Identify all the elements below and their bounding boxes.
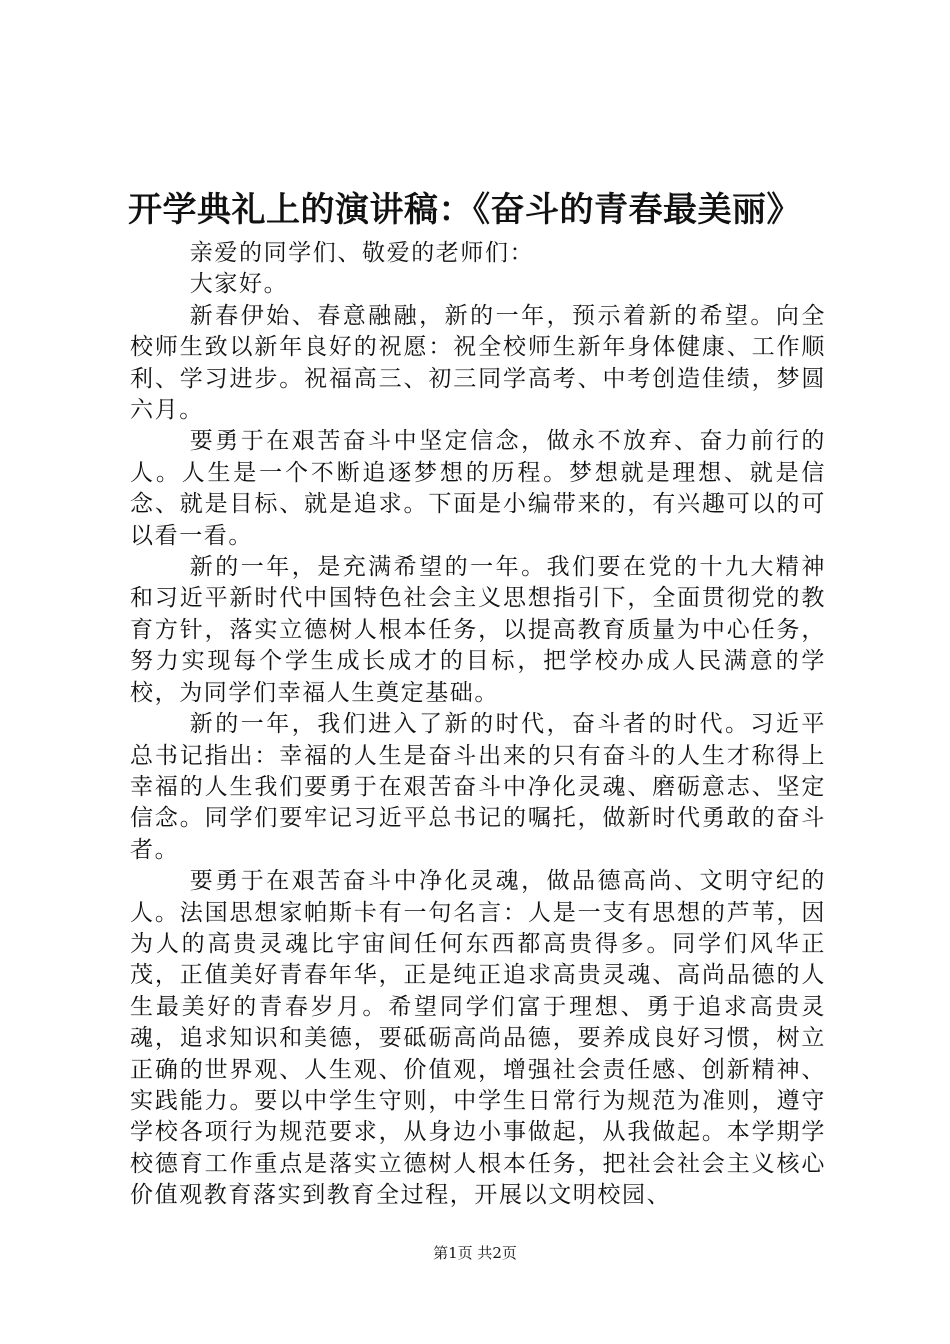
greeting-paragraph: 亲爱的同学们、敬爱的老师们：	[189, 240, 535, 266]
page-number-footer: 第1页 共2页	[433, 1244, 517, 1262]
body-paragraph: 要勇于在艰苦奋斗中坚定信念，做永不放弃、奋力前行的人。人生是一个不断追逐梦想的历程。梦想就是理想、就是信念、就是目标、就是追求。下面是小编带来的，有兴趣可以的可以看一看。	[130, 428, 826, 549]
body-paragraph: 新春伊始、春意融融，新的一年，预示着新的希望。向全校师生致以新年良好的祝愿：祝全校师生新年身体健康、工作顺利、学习进步。祝福高三、初三同学高考、中考创造佳绩，梦圆六月。	[130, 302, 826, 424]
document-body	[130, 238, 826, 1212]
body-paragraph: 要勇于在艰苦奋斗中净化灵魂，做品德高尚、文明守纪的人。法国思想家帕斯卡有一句名言：人是一支有思想的芦苇，因为人的高贵灵魂比宇宙间任何东西都高贵得多。同学们风华正茂，正值美好青春年华，正是纯正追求高贵灵魂、高尚品德的人生最美好的青春岁月。希望同学们富于理想、勇于追求高贵灵魂，追求知识和美德，要砥砺高尚品德，要养成良好习惯，树立正确的世界观、人生观、价值观，增强社会责任感、创新精神、实践能力。要以中学生守则，中学生日常行为规范为准则，遵守学校各项行为规范要求，从身边小事做起，从我做起。本学期学校德育工作重点是落实立德树人根本任务，把社会社会主义核心价值观教育落实到教育全过程，开展以文明校园、	[130, 868, 826, 1209]
body-paragraph: 新的一年，我们进入了新的时代，奋斗者的时代。习近平总书记指出：幸福的人生是奋斗出来的只有奋斗的人生才称得上幸福的人生我们要勇于在艰苦奋斗中净化灵魂、磨砺意志、坚定信念。同学们要牢记习近平总书记的嘱托，做新时代勇敢的奋斗者。	[130, 711, 826, 863]
salutation-paragraph: 大家好。	[189, 271, 289, 298]
body-paragraph: 新的一年，是充满希望的一年。我们要在党的十九大精神和习近平新时代中国特色社会主义思想指引下，全面贯彻党的教育方针，落实立德树人根本任务，以提高教育质量为中心任务，努力实现每个学生成长成才的目标，把学校办成人民满意的学校，为同学们幸福人生奠定基础。	[130, 554, 826, 706]
document-title: 开学典礼上的演讲稿：《奋斗的青春最美丽》	[128, 190, 801, 230]
